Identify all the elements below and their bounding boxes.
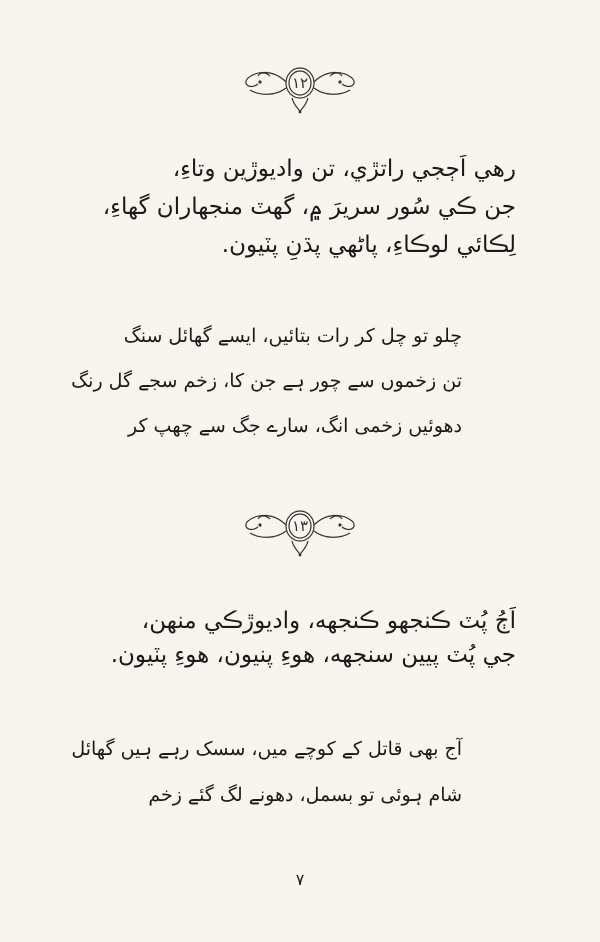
sindhi-verse-13: [90, 604, 516, 672]
verse-line: اَڄُ پُٽ ڪنجهو ڪنجهه، واديوڙڪي منهن،: [141, 608, 516, 634]
verse-line: رهي اَڄجي راتڙي، تن واديوڙين وتاءِ،: [172, 156, 516, 182]
verse-line: آج بھی قاتل کے کوچے میں، سسک رہے ہیں گھائل: [71, 738, 462, 760]
sindhi-verse-12: [86, 150, 516, 264]
section-number: ١٢: [291, 74, 309, 92]
verse-line: جي پُٽ پيين سنجهه، هوءِ پنيون، هوءِ پٽيون.: [110, 642, 516, 668]
verse-line: چلو تو چل کر رات بتائیں، ایسے گھائل سنگ: [123, 325, 462, 347]
section-ornament-13: [230, 503, 370, 561]
verse-line: دھوئیں زخمی انگ، سارے جگ سے چھپ کر: [127, 415, 462, 437]
verse-line: شام ہوئی تو بسمل، دھونے لگ گئے زخم: [148, 784, 462, 806]
urdu-translation-12: [71, 314, 462, 449]
urdu-translation-13: [71, 726, 462, 818]
page-number: ٧: [295, 870, 305, 889]
verse-line: جن ڪي سُور سريرَ ۾، گهٽ منجهاران گهاءِ،: [102, 194, 516, 220]
verse-line: لِڪائي لوڪاءِ، پاڻهي پڌنِ پٽيون.: [221, 232, 516, 258]
section-ornament-12: [230, 60, 370, 118]
verse-line: تن زخموں سے چور ہے جن کا، زخم سجے گل رنگ: [71, 370, 462, 392]
section-number: ١٣: [291, 517, 309, 535]
